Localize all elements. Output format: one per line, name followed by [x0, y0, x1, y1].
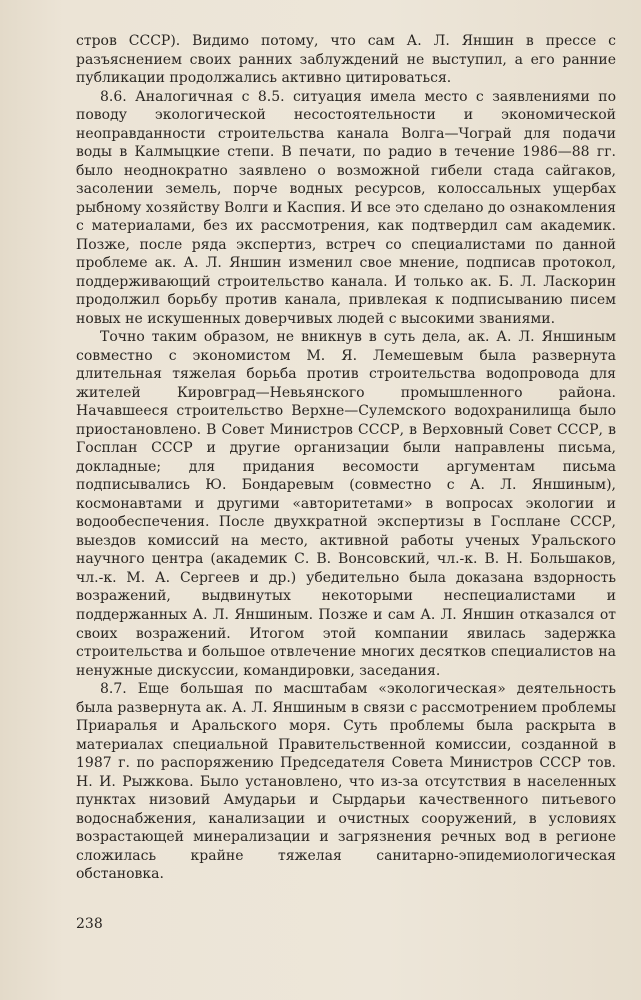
page-number: 238	[76, 916, 103, 932]
body-text	[76, 32, 616, 884]
paragraph-continued: стров СССР). Видимо потому, что сам А. Л. Яншин в прессе с разъяснением своих ранних заблуждений не выступил, а его ранние публикации продолжались активно цитироваться.	[76, 33, 616, 87]
paragraph-kirovgrad: Точно таким образом, не вникнув в суть дела, ак. А. Л. Яншиным совместно с экономистом М. Я. Лемешевым была развернута длительная тяжелая борьба против строительства водопровода для жителей Кировград—Невьянского промышленного района. Начавшееся строительство Верхне—Сулемского водохранилища было приостановлено. В Совет Министров СССР, в Верховный Совет СССР, в Госплан СССР и другие организации были направлены письма, докладные; для придания весомости аргументам письма подписывались Ю. Бондаревым (совместно с А. Л. Яншиным), космонавтами и другими «авторитетами» в вопросах экологии и водообеспечения. После двухкратной экспертизы в Госплане СССР, выездов комиссий на место, активной работы ученых Уральского научного центра (академик С. В. Вонсовский, чл.-к. В. Н. Большаков, чл.-к. М. А. Сергеев и др.) убедительно была доказана вздорность возражений, выдвинутых некоторыми неспециалистами и поддержанных А. Л. Яншиным. Позже и сам А. Л. Яншин отказался от своих возражений. Итогом этой компании явилась задержка строительства и большое отвлечение многих десятков специалистов на ненужные дискуссии, командировки, заседания.	[76, 329, 616, 679]
paragraph-8-6: 8.6. Аналогичная с 8.5. ситуация имела место с заявлениями по поводу экологической несостоятельности и экономической неоправданности строительства канала Волга—Чограй для подачи воды в Калмыцкие степи. В печати, по радио в течение 1986—88 гг. было неоднократно заявлено о возможной гибели стада сайгаков, засолении земель, порче водных ресурсов, колоссальных ущербах рыбному хозяйству Волги и Каспия. И все это сделано до ознакомления с материалами, без их рассмотрения, как подтвердил сам академик. Позже, после ряда экспертиз, встреч со специалистами по данной проблеме ак. А. Л. Яншин изменил свое мнение, подписав протокол, поддерживающий строительство канала. И только ак. Б. Л. Ласкорин продолжил борьбу против канала, привлекая к подписыванию писем новых не искушенных доверчивых людей с высокими званиями.	[76, 88, 616, 327]
paragraph-8-7: 8.7. Еще большая по масштабам «экологическая» деятельность была развернута ак. А. Л. Яншиным в связи с рассмотрением проблемы Приаралья и Аральского моря. Суть проблемы была раскрыта в материалах специальной Правительственной комиссии, созданной в 1987 г. по распоряжению Председателя Совета Министров СССР тов. Н. И. Рыжкова. Было установлено, что из-за отсутствия в населенных пунктах низовий Амударьи и Сырдарьи качественного питьевого водоснабжения, канализации и очистных сооружений, в условиях возрастающей минерализации и загрязнения речных вод в регионе сложилась крайне тяжелая санитарно-эпидемиологическая обстановка.	[76, 681, 616, 883]
